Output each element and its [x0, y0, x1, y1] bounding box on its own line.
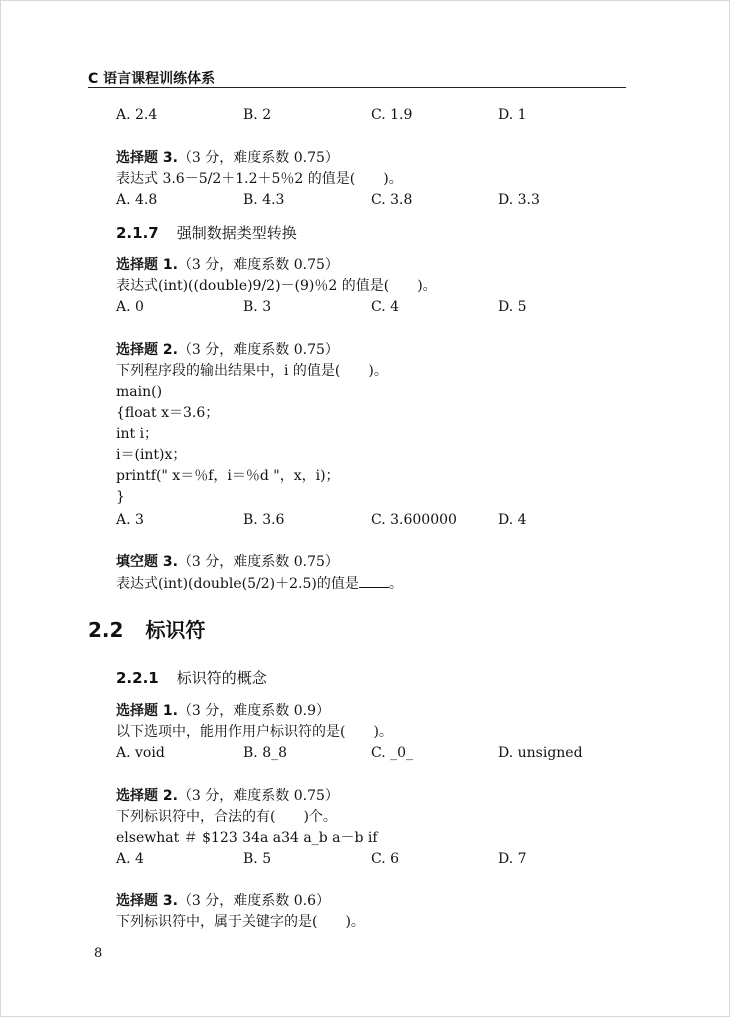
- question-heading: [116, 892, 330, 910]
- subsection-heading: [116, 667, 267, 688]
- question-label: 选择题 3.: [116, 150, 178, 166]
- question-meta: （3 分，难度系数 0.75）: [177, 150, 339, 166]
- question-stem: 表达式(int)((double)9/2)－(9)％2 的值是( )。: [116, 278, 437, 294]
- stem-text: 表达式(int)(double(5/2)＋2.5)的值是: [116, 576, 359, 592]
- stem-end: 。: [388, 576, 403, 592]
- option-c: C. _0_: [371, 745, 414, 761]
- option-c: C. 6: [371, 851, 400, 867]
- section-heading: [88, 614, 205, 643]
- code-line: i＝(int)x；: [116, 447, 187, 463]
- subsection-title: 标识符的概念: [176, 669, 267, 687]
- option-b: B. 3: [243, 299, 272, 315]
- option-c: C. 3.8: [371, 192, 413, 208]
- identifier-list: elsewhat ＃ $123 34a a34 a_b a－b if: [116, 830, 378, 846]
- question-label: 选择题 3.: [116, 893, 178, 909]
- option-d: D. 1: [498, 107, 527, 123]
- code-line: }: [116, 489, 125, 505]
- subsection-number: 2.1.7: [116, 224, 159, 242]
- question-heading: [116, 787, 339, 805]
- question-stem: 下列标识符中，合法的有( )个。: [116, 809, 337, 825]
- subsection-title: 强制数据类型转换: [176, 224, 297, 242]
- subsection-number: 2.2.1: [116, 669, 159, 687]
- option-a: A. 3: [116, 512, 144, 528]
- option-d: D. unsigned: [498, 745, 583, 761]
- question-heading: [116, 553, 339, 571]
- option-d: D. 3.3: [498, 192, 540, 208]
- option-b: B. 5: [243, 851, 272, 867]
- option-b: B. 2: [243, 107, 272, 123]
- option-d: D. 4: [498, 512, 527, 528]
- subsection-heading: [116, 222, 297, 243]
- option-c: C. 1.9: [371, 107, 413, 123]
- option-a: A. 4: [116, 851, 144, 867]
- question-meta: （3 分，难度系数 0.75）: [177, 342, 339, 358]
- option-c: C. 4: [371, 299, 400, 315]
- question-label: 选择题 1.: [116, 703, 178, 719]
- option-b: B. 4.3: [243, 192, 285, 208]
- question-meta: （3 分，难度系数 0.9）: [177, 703, 331, 719]
- option-c: C. 3.600000: [371, 512, 457, 528]
- code-line: int i；: [116, 426, 159, 442]
- section-title: 标识符: [145, 618, 206, 642]
- question-label: 选择题 2.: [116, 342, 178, 358]
- question-label: 选择题 2.: [116, 788, 178, 804]
- question-heading: [116, 702, 330, 720]
- section-number: 2.2: [88, 618, 124, 642]
- question-stem: 以下选项中，能用作用户标识符的是( )。: [116, 724, 393, 740]
- page-number: 8: [94, 946, 103, 961]
- question-heading: [116, 341, 339, 359]
- question-meta: （3 分，难度系数 0.75）: [177, 788, 339, 804]
- answer-blank: [359, 575, 389, 588]
- option-d: D. 5: [498, 299, 527, 315]
- header-rule: [88, 87, 626, 88]
- question-heading: [116, 149, 339, 167]
- running-header: C 语言课程训练体系: [88, 71, 216, 87]
- question-stem: 下列标识符中，属于关键字的是( )。: [116, 914, 365, 930]
- option-a: A. void: [116, 745, 165, 761]
- question-label: 选择题 1.: [116, 257, 178, 273]
- question-stem: 下列程序段的输出结果中，i 的值是( )。: [116, 363, 388, 379]
- option-a: A. 0: [116, 299, 144, 315]
- question-meta: （3 分，难度系数 0.6）: [177, 893, 331, 909]
- question-label: 填空题 3.: [116, 554, 178, 570]
- option-a: A. 2.4: [116, 107, 158, 123]
- option-a: A. 4.8: [116, 192, 158, 208]
- question-heading: [116, 256, 339, 274]
- question-meta: （3 分，难度系数 0.75）: [177, 257, 339, 273]
- code-line: main(): [116, 384, 163, 400]
- question-stem: 表达式 3.6－5/2＋1.2＋5％2 的值是( )。: [116, 171, 403, 187]
- option-b: B. 3.6: [243, 512, 285, 528]
- question-meta: （3 分，难度系数 0.75）: [177, 554, 339, 570]
- code-line: {float x＝3.6；: [116, 405, 220, 421]
- option-b: B. 8_8: [243, 745, 288, 761]
- option-d: D. 7: [498, 851, 527, 867]
- question-stem: [116, 575, 403, 593]
- code-line: printf(" x＝％f，i＝％d "，x，i)；: [116, 468, 340, 484]
